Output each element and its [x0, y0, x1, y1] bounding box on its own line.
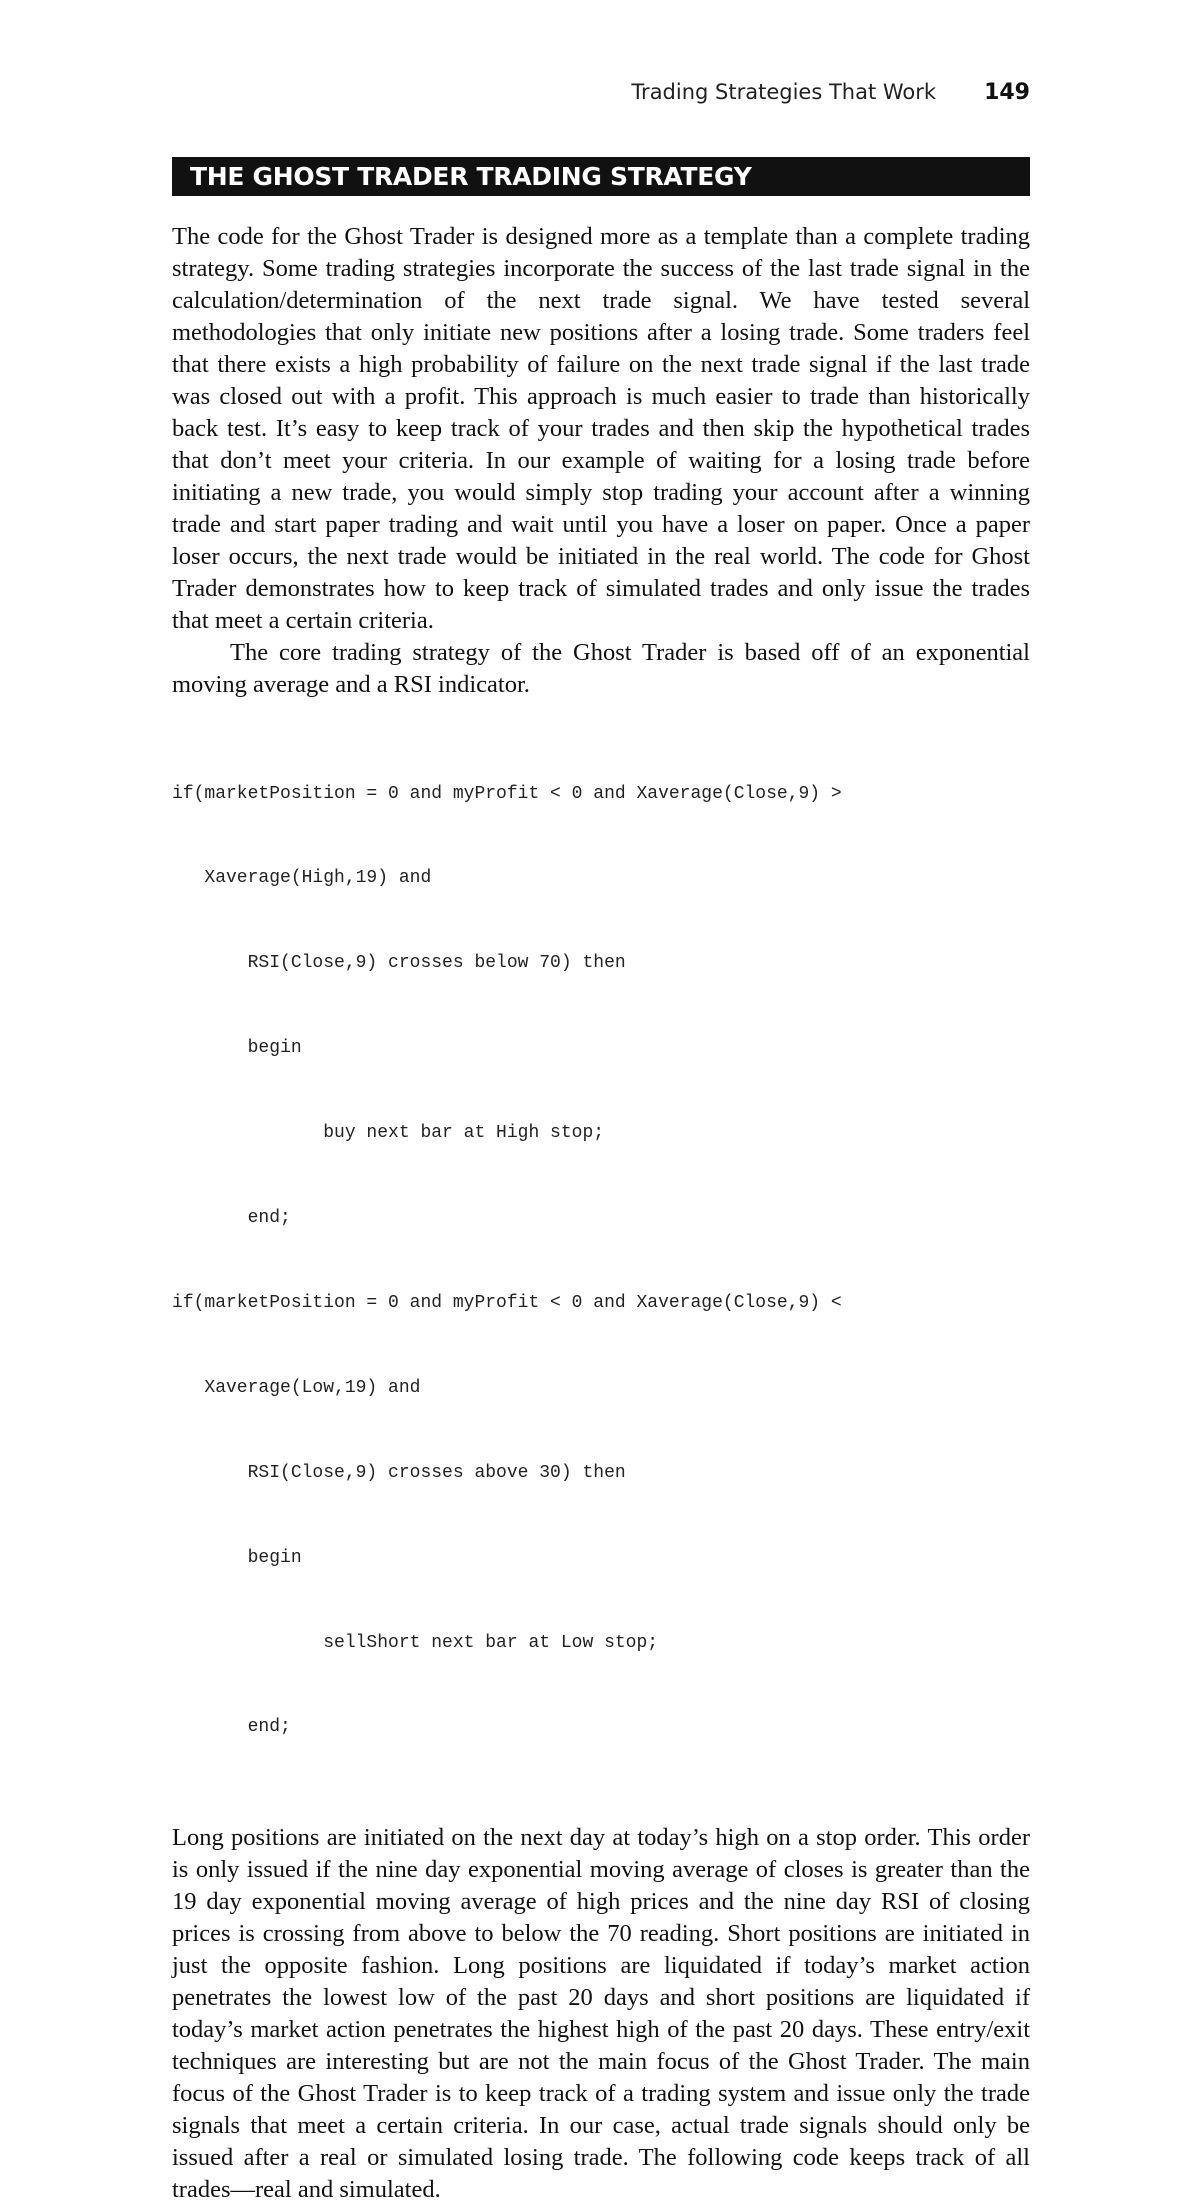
paragraph-intro: The code for the Ghost Trader is designed more as a template than a complete trading strategy. Some trading strategies incorporate the success of the last trade signal in the calculation/determination of the next trade signal. We have tested several methodologies that only initiate new positions after a losing trade. Some traders feel that there exists a high probability of failure on the next trade signal if the last trade was closed out with a profit. This approach is much easier to trade than historically back test. It’s easy to keep track of your trades and then skip the hypothetical trades that don’t meet your criteria. In our example of waiting for a losing trade before initiating a new trade, you would simply stop trading your account after a winning trade and start paper trading and wait until you have a loser on paper. Once a paper loser occurs, the next trade would be initiated in the real world. The code for Ghost Trader demonstrates how to keep track of simulated trades and only issue the trades that meet a certain criteria.	[172, 223, 1030, 634]
code-line: end;	[172, 1208, 291, 1229]
code-line: Xaverage(Low,19) and	[172, 1377, 421, 1398]
code-line: Xaverage(High,19) and	[172, 868, 432, 889]
running-title: Trading Strategies That Work	[631, 80, 937, 104]
page-number: 149	[984, 80, 1030, 105]
code-line: buy next bar at High stop;	[172, 1123, 605, 1144]
code-line: begin	[172, 1547, 302, 1568]
section-title: THE GHOST TRADER TRADING STRATEGY	[190, 162, 752, 191]
paragraph-core-strategy: The core trading strategy of the Ghost Trader is based off of an exponential moving average and a RSI indicator.	[172, 639, 1030, 698]
code-line: if(marketPosition = 0 and myProfit < 0 and Xaverage(Close,9) <	[172, 1292, 842, 1313]
code-line: RSI(Close,9) crosses below 70) then	[172, 953, 626, 974]
code-line: RSI(Close,9) crosses above 30) then	[172, 1462, 626, 1483]
running-head	[631, 80, 1030, 105]
code-listing	[172, 723, 1030, 1798]
page-body	[172, 221, 1030, 2206]
code-line: begin	[172, 1038, 302, 1059]
code-line: if(marketPosition = 0 and myProfit < 0 and Xaverage(Close,9) >	[172, 783, 842, 804]
paragraph-explanation: Long positions are initiated on the next day at today’s high on a stop order. This order is only issued if the nine day exponential moving average of closes is greater than the 19 day exponential moving average of high prices and the nine day RSI of closing prices is crossing from above to below the 70 reading. Short positions are initiated in just the opposite fashion. Long positions are liquidated if today’s market action penetrates the lowest low of the past 20 days and short positions are liquidated if today’s market action penetrates the highest high of the past 20 days. These entry/exit techniques are interesting but are not the main focus of the Ghost Trader. The main focus of the Ghost Trader is to keep track of a trading system and issue only the trade signals that meet a certain criteria. In our case, actual trade signals should only be issued after a real or simulated losing trade. The following code keeps track of all trades—real and simulated.	[172, 1824, 1030, 2204]
section-banner	[172, 157, 1030, 196]
code-line: sellShort next bar at Low stop;	[172, 1632, 659, 1653]
code-line: end;	[172, 1717, 291, 1738]
